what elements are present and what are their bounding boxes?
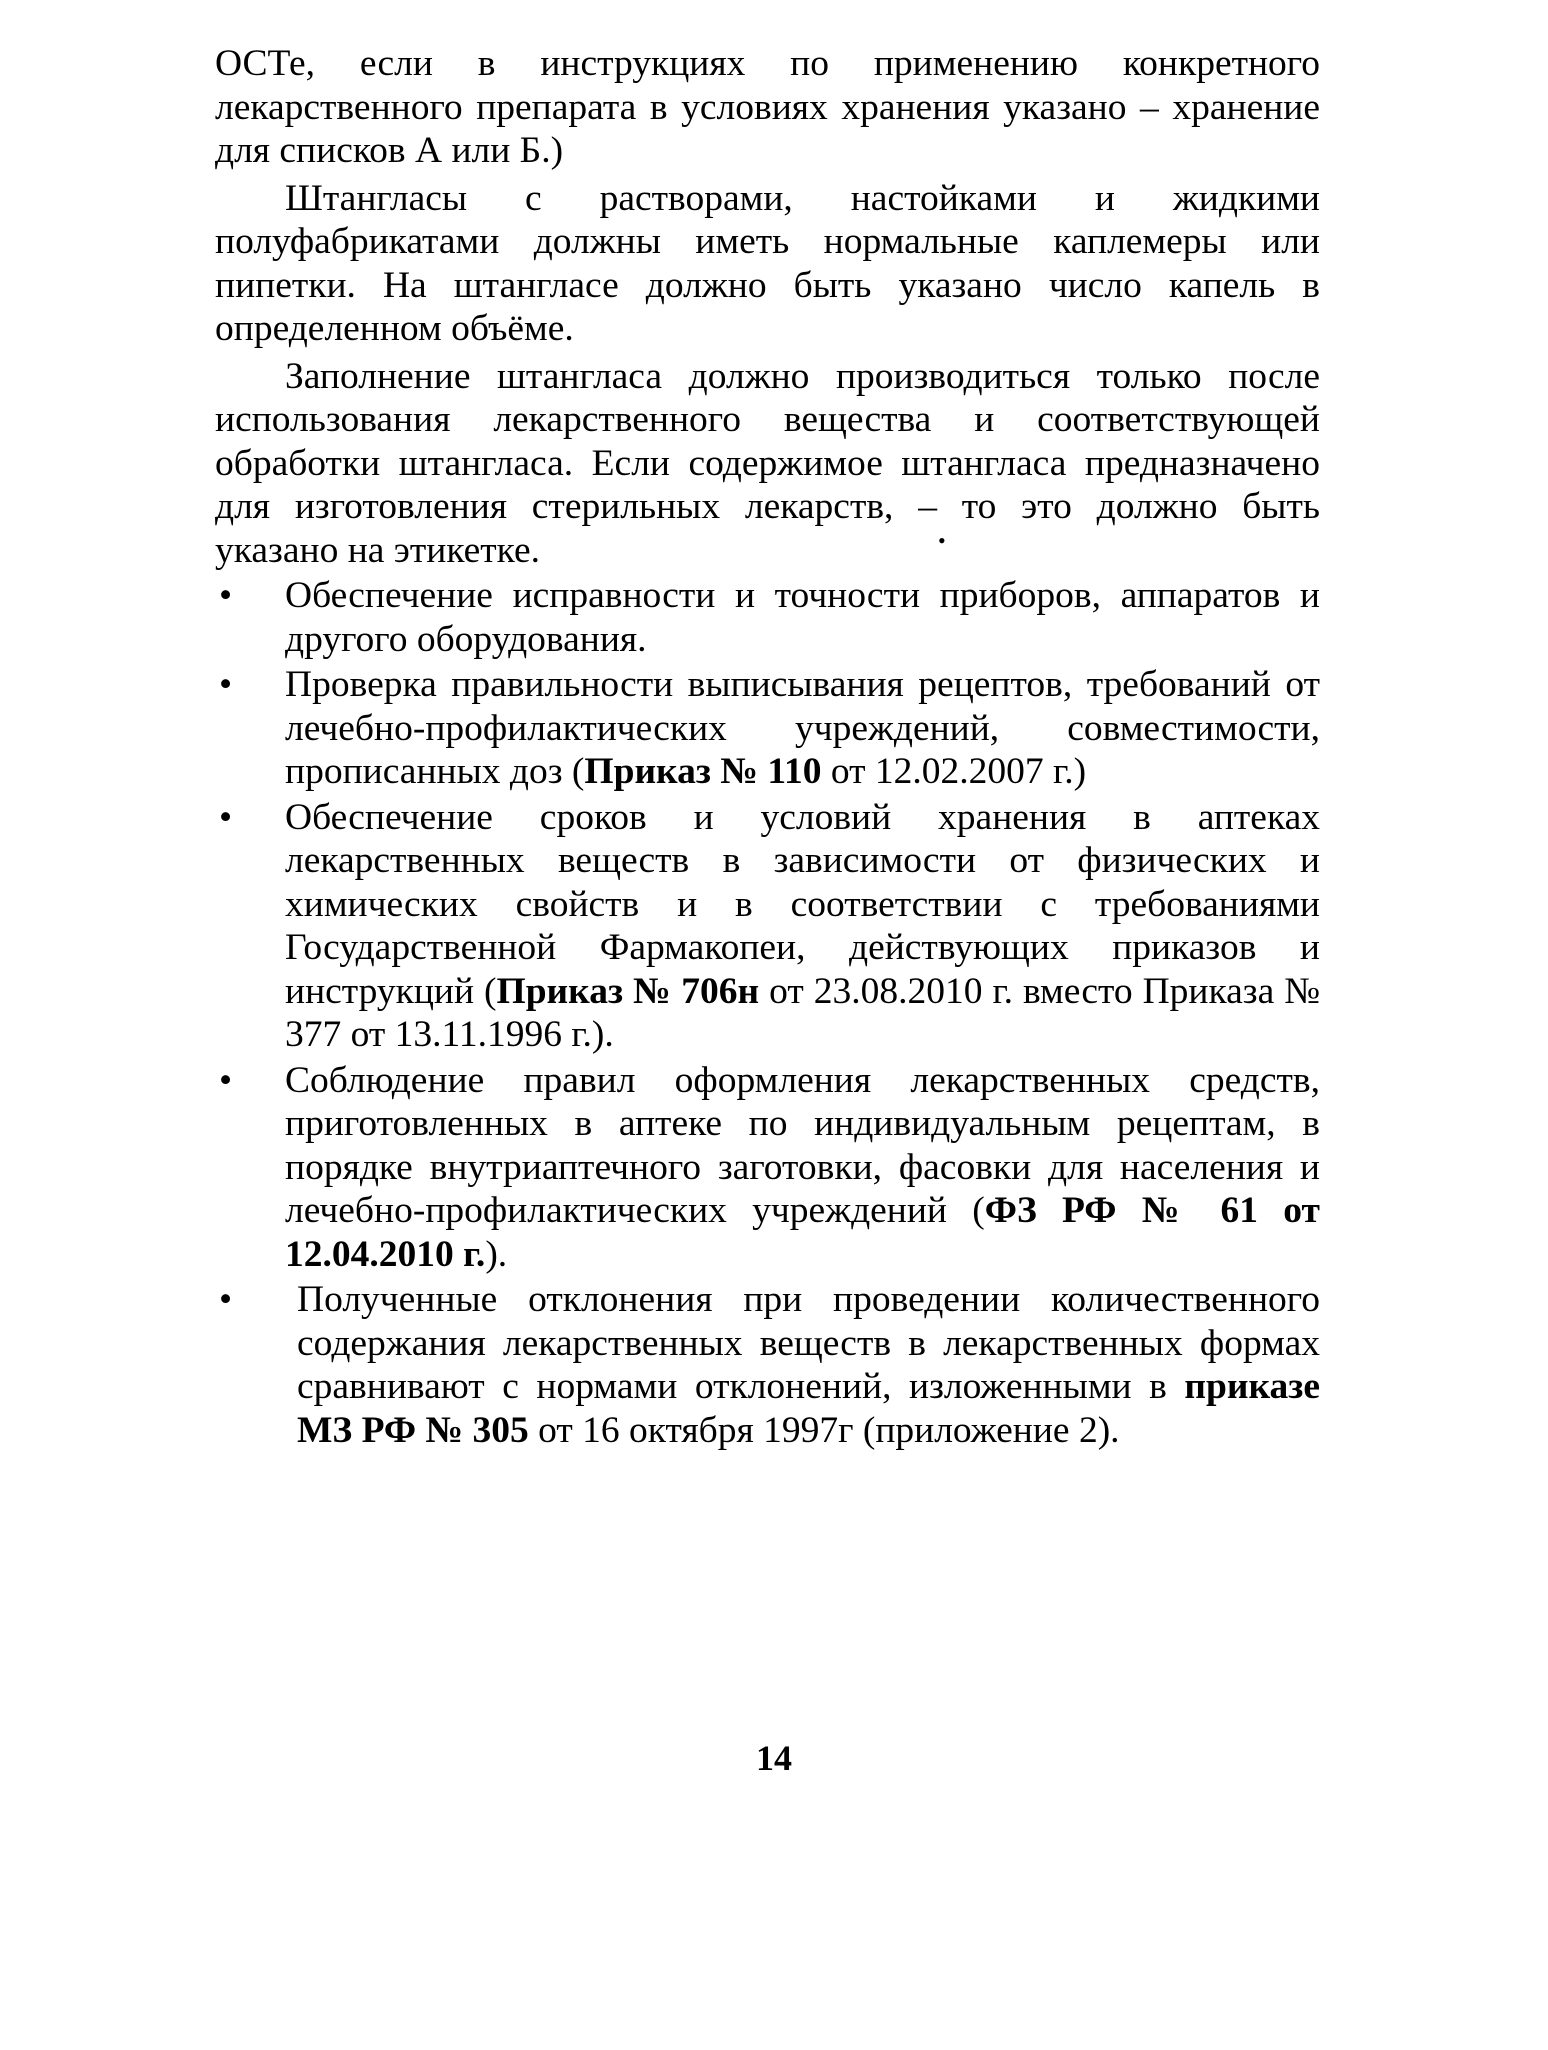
paragraph-shtanglas-droppers: Штангласы с растворами, настойками и жидкими полуфабрикатами должны иметь нормальные каплемеры или пипетки. На штангласе должно быть указано число капель в определенном объёме.	[215, 177, 1320, 349]
order-reference: Приказ № 110	[584, 751, 822, 792]
order-reference: Приказ № 706н	[496, 970, 760, 1012]
list-item-equipment	[215, 574, 1320, 661]
list-item-text-tail: от 12.02.2007 г.)	[821, 751, 1087, 792]
bullet-mark: •	[219, 796, 233, 838]
order-reference: приказе МЗ РФ № 305	[297, 1366, 1320, 1451]
stray-print-mark: •	[938, 528, 946, 553]
list-item-text: Полученные отклонения при проведении количественного содержания лекарственных веществ в лекарственных формах сравнивают с нормами отклонений, изложенными в	[297, 1279, 1320, 1407]
list-item-text: Проверка правильности выписывания рецептов, требований от лечебно-профилактических учреждений, совместимости, прописанных доз (	[285, 664, 1320, 792]
list-item-storage	[215, 796, 1320, 1057]
list-item-text-tail: от 16 октября 1997г (приложение 2).	[528, 1409, 1120, 1451]
page-number: 14	[756, 1738, 792, 1778]
list-item-text-tail: ).	[485, 1233, 508, 1275]
paragraph-continuation: ОСТе, если в инструкциях по применению конкретного лекарственного препарата в условиях хранения указано – хранение для списков А или Б.)	[215, 43, 1320, 171]
bullet-mark: •	[219, 1059, 233, 1101]
page-body-text	[215, 42, 1320, 1452]
list-item-text-tail: от 23.08.2010 г. вместо Приказа № 377 от 13.11.1996 г.).	[285, 970, 1321, 1055]
bullet-mark: •	[219, 575, 233, 616]
requirements-list	[215, 574, 1320, 1452]
bullet-mark: •	[219, 664, 233, 705]
list-item-text: Обеспечение сроков и условий хранения в аптеках лекарственных веществ в зависимости от физических и химических свойств и в соответствии с требованиями Государственной Фармакопеи, действующих приказов и инструкций (	[285, 796, 1320, 1012]
list-item-labeling	[215, 1059, 1320, 1277]
list-item-text: Обеспечение исправности и точности приборов, аппаратов и другого оборудования.	[285, 575, 1320, 660]
list-item-text: Соблюдение правил оформления лекарственных средств, приготовленных в аптеке по индивидуальным рецептам, в порядке внутриаптечного заготовки, фасовки для населения и лечебно-профилактических учреждений (	[285, 1059, 1320, 1231]
bullet-mark: •	[219, 1279, 233, 1320]
law-reference: ФЗ РФ № 61 от 12.04.2010 г.	[285, 1190, 1320, 1275]
paragraph-shtanglas-filling: Заполнение штангласа должно производиться только после использования лекарственного вещества и соответствующей обработки штангласа. Если содержимое штангласа предназначено для изготовления стерильных лекарств, – то это должно быть указано на этикетке.	[215, 355, 1320, 571]
list-item-prescriptions	[215, 663, 1320, 794]
list-item-deviations	[215, 1278, 1320, 1452]
